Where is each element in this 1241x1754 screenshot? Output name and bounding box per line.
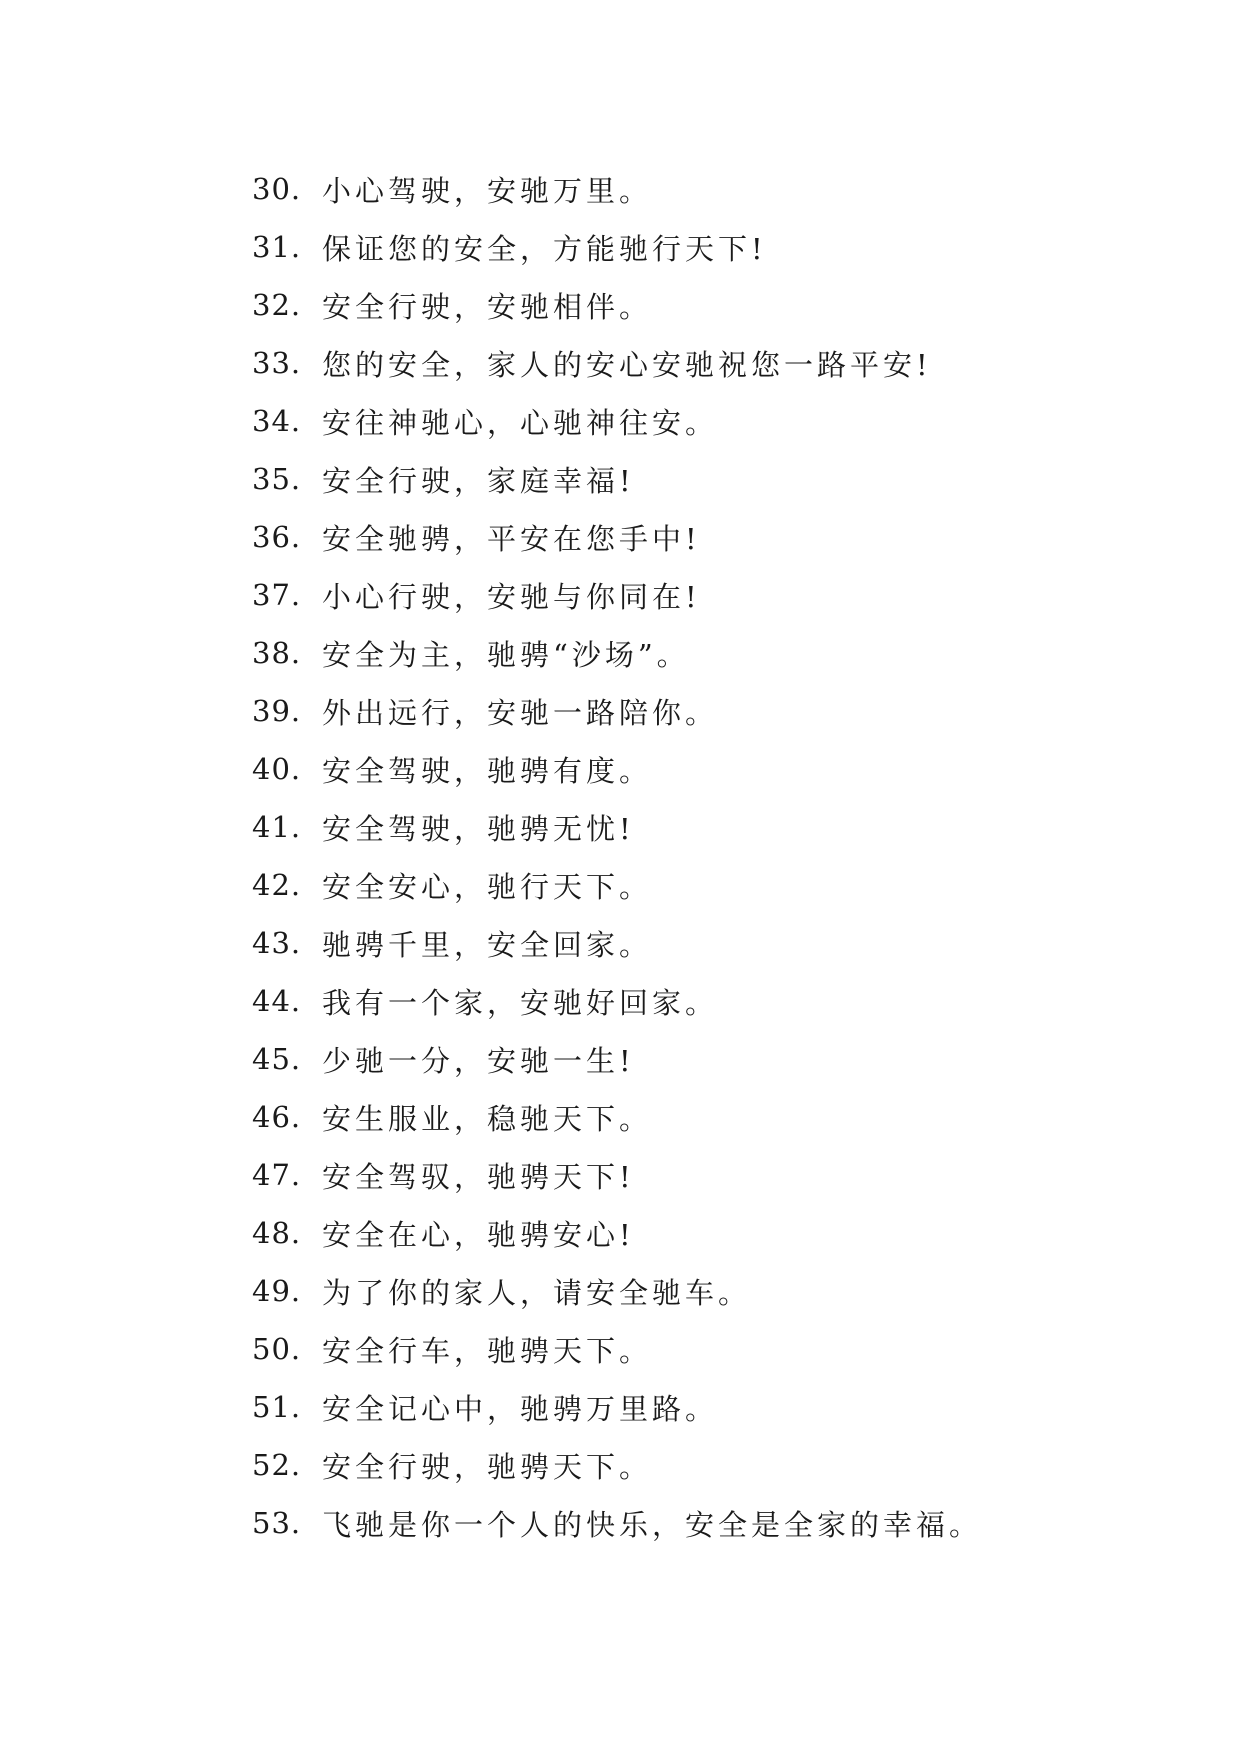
item-number: 36.	[252, 520, 302, 554]
item-number: 30.	[252, 172, 302, 206]
item-number: 42.	[252, 868, 302, 902]
item-text: 为了你的家人，请安全驰车。	[322, 1275, 752, 1310]
item-number: 45.	[252, 1042, 302, 1076]
item-text: 安全驾驭，驰骋天下!	[322, 1159, 635, 1194]
list-item	[252, 1204, 982, 1262]
list-item	[252, 160, 982, 218]
list-item	[252, 1088, 982, 1146]
item-number: 38.	[252, 636, 302, 670]
item-number: 39.	[252, 694, 302, 728]
item-number: 51.	[252, 1390, 302, 1424]
list-item	[252, 798, 982, 856]
item-text: 安全行车，驰骋天下。	[322, 1333, 653, 1368]
item-number: 52.	[252, 1448, 302, 1482]
list-item	[252, 1378, 982, 1436]
item-number: 40.	[252, 752, 302, 786]
list-item	[252, 218, 982, 276]
list-item	[252, 1436, 982, 1494]
item-text: 安全记心中，驰骋万里路。	[322, 1391, 719, 1426]
item-number: 50.	[252, 1332, 302, 1366]
list-item	[252, 1262, 982, 1320]
list-item	[252, 1030, 982, 1088]
item-text: 安全驰骋，平安在您手中!	[322, 521, 701, 556]
list-item	[252, 450, 982, 508]
item-number: 44.	[252, 984, 302, 1018]
list-item	[252, 624, 982, 682]
item-number: 34.	[252, 404, 302, 438]
item-text: 安全行驶，驰骋天下。	[322, 1449, 653, 1484]
item-number: 33.	[252, 346, 302, 380]
list-item	[252, 1146, 982, 1204]
list-item	[252, 334, 982, 392]
item-number: 35.	[252, 462, 302, 496]
item-number: 47.	[252, 1158, 302, 1192]
list-item	[252, 566, 982, 624]
item-text: 外出远行，安驰一路陪你。	[322, 695, 719, 730]
list-item	[252, 914, 982, 972]
list-item	[252, 1494, 982, 1552]
slogan-list	[252, 160, 982, 1552]
item-number: 46.	[252, 1100, 302, 1134]
item-number: 49.	[252, 1274, 302, 1308]
item-text: 安全为主，驰骋“沙场”。	[322, 637, 690, 672]
item-number: 32.	[252, 288, 302, 322]
item-number: 41.	[252, 810, 302, 844]
item-text: 少驰一分，安驰一生!	[322, 1043, 635, 1078]
item-text: 安全驾驶，驰骋有度。	[322, 753, 653, 788]
item-number: 48.	[252, 1216, 302, 1250]
item-text: 保证您的安全，方能驰行天下!	[322, 231, 767, 266]
item-text: 安全行驶，安驰相伴。	[322, 289, 653, 324]
item-text: 飞驰是你一个人的快乐，安全是全家的幸福。	[322, 1507, 983, 1542]
list-item	[252, 508, 982, 566]
list-item	[252, 972, 982, 1030]
item-text: 安全行驶，家庭幸福!	[322, 463, 635, 498]
item-text: 小心驾驶，安驰万里。	[322, 173, 653, 208]
item-text: 安生服业，稳驰天下。	[322, 1101, 653, 1136]
list-item	[252, 1320, 982, 1378]
list-item	[252, 276, 982, 334]
item-number: 37.	[252, 578, 302, 612]
list-item	[252, 856, 982, 914]
list-item	[252, 392, 982, 450]
item-text: 安全在心，驰骋安心!	[322, 1217, 635, 1252]
item-number: 31.	[252, 230, 302, 264]
item-text: 我有一个家，安驰好回家。	[322, 985, 719, 1020]
item-text: 安全安心，驰行天下。	[322, 869, 653, 904]
item-text: 安往神驰心，心驰神往安。	[322, 405, 719, 440]
item-text: 您的安全，家人的安心安驰祝您一路平安!	[322, 347, 932, 382]
list-item	[252, 740, 982, 798]
item-text: 小心行驶，安驰与你同在!	[322, 579, 701, 614]
list-item	[252, 682, 982, 740]
item-number: 53.	[252, 1506, 302, 1540]
item-text: 驰骋千里，安全回家。	[322, 927, 653, 962]
item-text: 安全驾驶，驰骋无忧!	[322, 811, 635, 846]
item-number: 43.	[252, 926, 302, 960]
